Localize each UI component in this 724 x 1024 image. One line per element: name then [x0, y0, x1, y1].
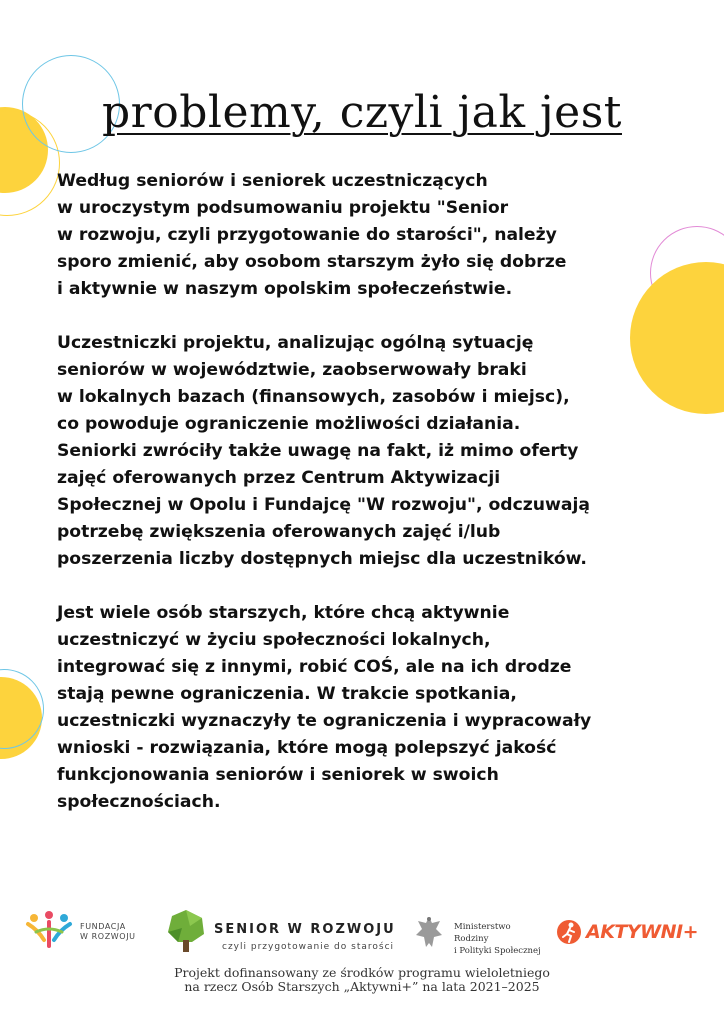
paragraph [57, 600, 642, 816]
decorative-circle-yellow-large [630, 262, 724, 414]
funding-note-line2: na rzecz Osób Starszych „Aktywni+” na lata 2021–2025 [184, 979, 540, 994]
eagle-emblem-icon [414, 913, 444, 953]
funding-note-line1: Projekt dofinansowany ze środków programu wieloletniego [174, 965, 550, 980]
senior-logo-subtitle: czyli przygotowanie do starości [222, 942, 395, 952]
text-line: Uczestniczki projektu, analizując ogólną sytuację [57, 333, 534, 353]
body-text [57, 168, 642, 816]
ministerstwo-line1: Ministerstwo Rodziny [454, 922, 511, 944]
text-line: funkcjonowania seniorów i seniorek w swoich [57, 765, 499, 785]
fundacja-logo-line2: W ROZWOJU [80, 932, 136, 941]
senior-w-rozwoju-logo [166, 908, 402, 958]
ministerstwo-line2: i Polityki Społecznej [454, 946, 541, 956]
text-line: Społecznej w Opolu i Fundajcę "W rozwoju", odczuwają [57, 495, 591, 515]
aktywni-logo [556, 918, 712, 950]
text-line: Seniorki zwróciły także uwagę na fakt, iż mimo oferty [57, 441, 579, 461]
text-line: wnioski - rozwiązania, które mogą polepszyć jakość [57, 738, 557, 758]
paragraph-gap [57, 573, 642, 600]
text-line: w uroczystym podsumowaniu projektu "Senior [57, 198, 509, 218]
text-line: Jest wiele osób starszych, które chcą aktywnie [57, 603, 510, 623]
text-line: uczestniczyć w życiu społeczności lokalnych, [57, 630, 491, 650]
decorative-circle-blue-small [0, 669, 44, 749]
runner-icon [556, 918, 582, 946]
people-icon [24, 910, 74, 952]
fundacja-w-rozwoju-logo [24, 910, 154, 956]
text-line: sporo zmienić, aby osobom starszym żyło się dobrze [57, 252, 567, 272]
paragraph [57, 168, 642, 303]
tree-icon [166, 908, 206, 954]
text-line: uczestniczki wyznaczyły te ograniczenia i wypracowały [57, 711, 592, 731]
text-line: integrować się z innymi, robić COŚ, ale na ich drodze [57, 657, 572, 677]
ministerstwo-logo [414, 913, 544, 957]
text-line: potrzebę zwiększenia oferowanych zajęć i/lub [57, 522, 501, 542]
text-line: poszerzenia liczby dostępnych miejsc dla uczestników. [57, 549, 587, 569]
fundacja-logo-line1: FUNDACJA [80, 922, 126, 931]
text-line: stają pewne ograniczenia. W trakcie spotkania, [57, 684, 517, 704]
fundacja-logo-text [80, 922, 136, 942]
text-line: i aktywnie w naszym opolskim społeczeństwie. [57, 279, 513, 299]
senior-logo-title: SENIOR W ROZWOJU [214, 922, 396, 937]
text-line: w rozwoju, czyli przygotowanie do starości", należy [57, 225, 557, 245]
aktywni-logo-text: AKTYWNI+ [586, 921, 698, 943]
paragraph [57, 330, 642, 573]
text-line: Według seniorów i seniorek uczestniczących [57, 171, 488, 191]
text-line: zajęć oferowanych przez Centrum Aktywizacji [57, 468, 501, 488]
page-title: problemy, czyli jak jest [102, 87, 622, 139]
text-line: seniorów w województwie, zaobserwowały braki [57, 360, 527, 380]
funding-note [0, 966, 724, 994]
text-line: co powoduje ograniczenie możliwości działania. [57, 414, 521, 434]
text-line: w lokalnych bazach (finansowych, zasobów i miejsc), [57, 387, 570, 407]
paragraph-gap [57, 303, 642, 330]
ministerstwo-logo-text [454, 921, 544, 957]
text-line: społecznościach. [57, 792, 221, 812]
